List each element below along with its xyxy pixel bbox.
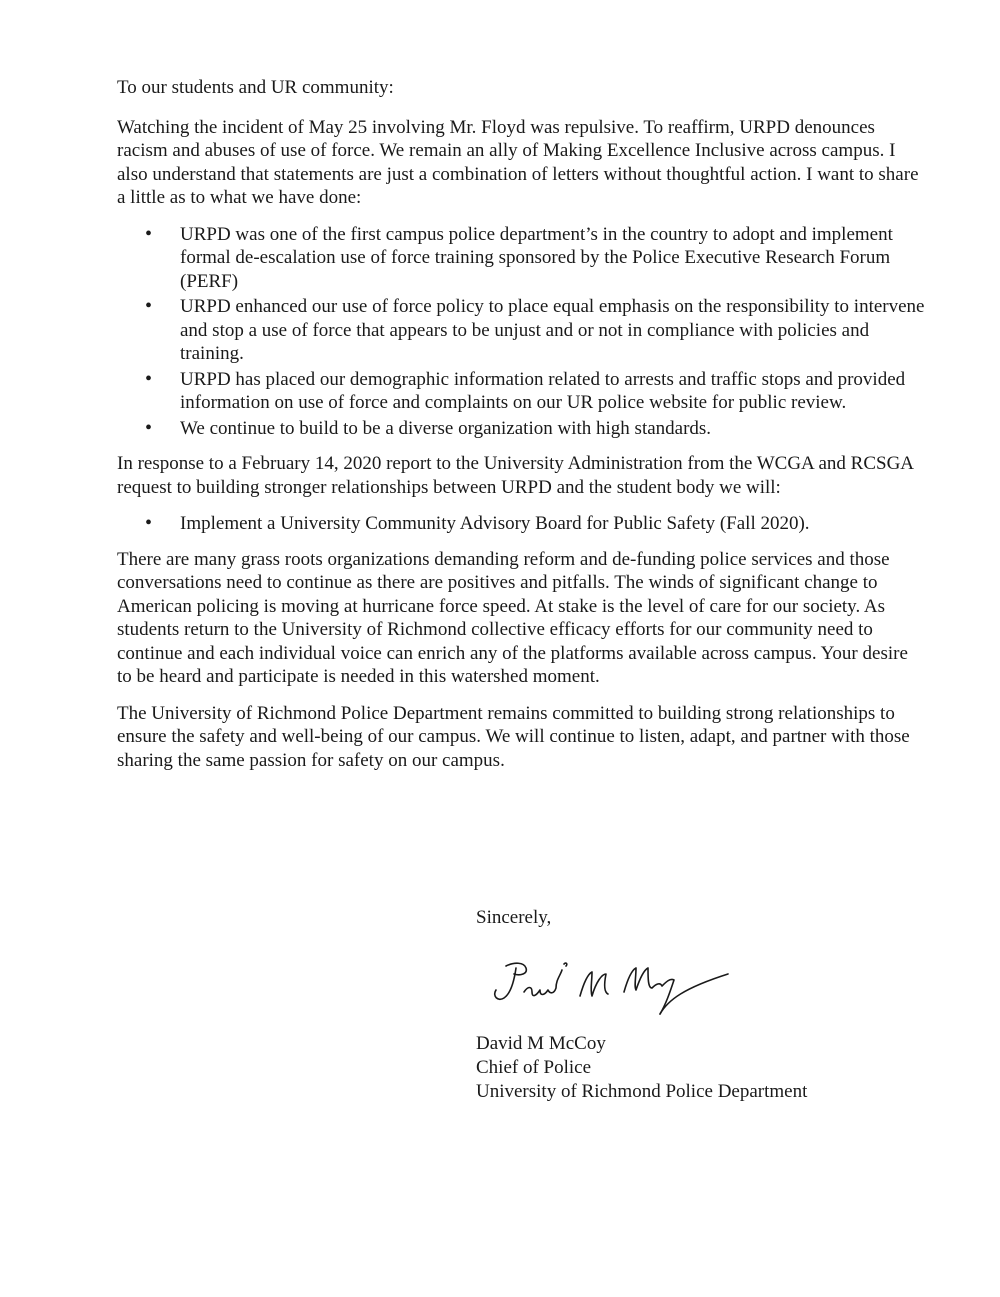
response-paragraph: In response to a February 14, 2020 report to the University Administration from the WCGA and RCSGA request to building stronger relationships between URPD and the student body we will: (117, 453, 913, 498)
list-item: • We continue to build to be a diverse organization with high standards. (117, 417, 927, 441)
signer-name: David M McCoy (476, 1033, 606, 1054)
list-item: • URPD enhanced our use of force policy to place equal emphasis on the responsibility to intervene and stop a use of force that appears to be unjust and or not in compliance with policies and training. (117, 295, 927, 366)
valediction-block (476, 906, 896, 930)
commitments-list (117, 512, 927, 536)
intro-paragraph: Watching the incident of May 25 involving Mr. Floyd was repulsive. To reaffirm, URPD denounces racism and abuses of use of force. We remain an ally of Making Excellence Inclusive across campus. I also understand that statements are just a combination of letters without thoughtful action. I want to share a little as to what we have done: (117, 116, 919, 208)
letter-body (117, 76, 927, 785)
signer-organization: University of Richmond Police Department (476, 1081, 808, 1102)
signature-block (476, 1032, 916, 1104)
signer-title: Chief of Police (476, 1057, 592, 1078)
closing-paragraph: The University of Richmond Police Department remains committed to building strong relationships to ensure the safety and well-being of our campus. We will continue to listen, adapt, and partner with those sharing the same passion for safety on our campus. (117, 702, 910, 771)
greeting: To our students and UR community: (117, 77, 394, 98)
reform-paragraph: There are many grass roots organizations demanding reform and de-funding police services and those conversations need to continue as there are positives and pitfalls. The winds of significant change to American policing is moving at hurricane force speed. At stake is the level of care for our society. As students return to the University of Richmond collective efficacy efforts for our community need to continue and each individual voice can enrich any of the platforms available across campus. Your desire to be heard and participate is needed in this watershed moment. (117, 548, 908, 687)
actions-list (117, 223, 927, 441)
list-item: • URPD was one of the first campus police department’s in the country to adopt and implement formal de-escalation use of force training sponsored by the Police Executive Research Forum (PERF) (117, 223, 927, 294)
handwritten-signature-icon (484, 952, 744, 1024)
list-item: • URPD has placed our demographic information related to arrests and traffic stops and provided information on use of force and complaints on our UR police website for public review. (117, 368, 927, 415)
list-item: • Implement a University Community Advisory Board for Public Safety (Fall 2020). (117, 512, 927, 536)
valediction: Sincerely, (476, 907, 552, 928)
